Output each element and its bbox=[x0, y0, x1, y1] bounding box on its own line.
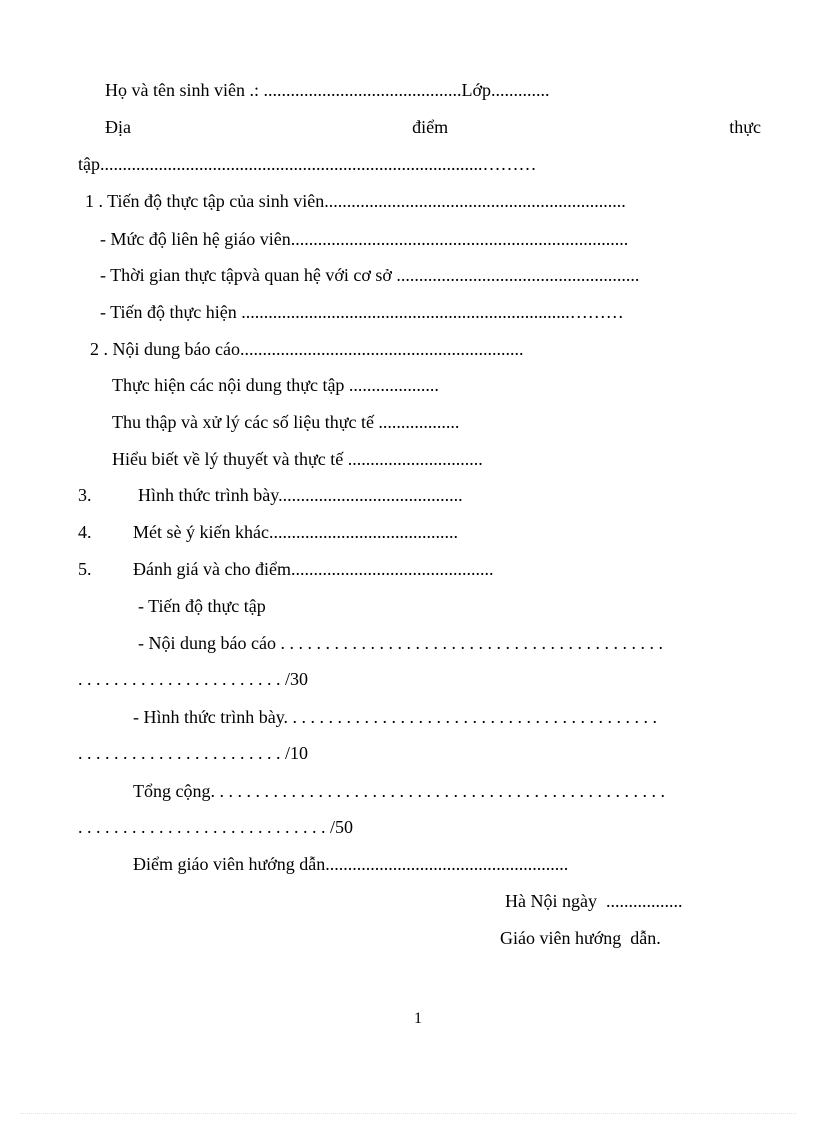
score-presentation-line: - Hình thức trình bày. . . . . . . . . . . . . . . . . . . . . . . . . . . . . . . . . . . . . . . . . . bbox=[133, 707, 658, 727]
place-word-3: thực bbox=[729, 117, 761, 137]
section-2-title: 2 . Nội dung báo cáo............................................................... bbox=[90, 339, 524, 359]
score-content-line: - Nội dung báo cáo . . . . . . . . . . . . . . . . . . . . . . . . . . . . . . . . . . . . . . . . . . . bbox=[138, 633, 663, 653]
section-3-number: 3. bbox=[78, 485, 92, 505]
section-4-number: 4. bbox=[78, 522, 92, 542]
internship-place-continuation: tập.....................................................................................……… bbox=[78, 154, 537, 174]
page-number: 1 bbox=[414, 1010, 422, 1027]
place-word-2: điểm bbox=[412, 117, 449, 137]
signature-label: Giáo viên hướng dẫn. bbox=[500, 928, 661, 948]
score-progress-label: - Tiến độ thực tập bbox=[138, 596, 266, 616]
section-1-item-time: - Thời gian thực tậpvà quan hệ với cơ sở ...................................................... bbox=[100, 265, 640, 285]
student-name-class-line: Họ và tên sinh viên .: ............................................Lớp............. bbox=[105, 80, 550, 100]
section-2-item-knowledge: Hiểu biết về lý thuyết và thực tế .............................. bbox=[112, 449, 483, 469]
section-1-item-contact: - Mức độ liên hệ giáo viên........................................................................... bbox=[100, 229, 629, 249]
section-1-title: 1 . Tiến độ thực tập của sinh viên................................................................... bbox=[85, 191, 626, 211]
section-1-item-progress: - Tiến độ thực hiện .........................................................................……… bbox=[100, 302, 624, 322]
section-4-text: Mét sè ý kiến khác.......................................... bbox=[133, 522, 458, 542]
total-continuation: . . . . . . . . . . . . . . . . . . . . . . . . . . . . /50 bbox=[78, 817, 354, 837]
section-5-text: Đánh giá và cho điểm............................................. bbox=[133, 559, 494, 579]
section-3-text: Hình thức trình bày......................................... bbox=[138, 485, 463, 505]
place-word-1: Địa bbox=[105, 117, 131, 137]
score-content-continuation: . . . . . . . . . . . . . . . . . . . . . . . /30 bbox=[78, 669, 309, 689]
teacher-score-line: Điểm giáo viên hướng dẫn...................................................... bbox=[133, 854, 569, 874]
section-5-number: 5. bbox=[78, 559, 92, 579]
date-line: Hà Nội ngày ................. bbox=[505, 891, 683, 911]
total-line: Tổng cộng. . . . . . . . . . . . . . . . . . . . . . . . . . . . . . . . . . . . . . . . . . . . . . . . . . . bbox=[133, 781, 665, 801]
footer-divider bbox=[20, 1113, 796, 1114]
score-presentation-continuation: . . . . . . . . . . . . . . . . . . . . . . . /10 bbox=[78, 743, 309, 763]
internship-place-line bbox=[105, 116, 761, 138]
section-2-item-content: Thực hiện các nội dung thực tập .................... bbox=[112, 375, 439, 395]
section-2-item-data: Thu thập và xử lý các số liệu thực tế .................. bbox=[112, 412, 460, 432]
